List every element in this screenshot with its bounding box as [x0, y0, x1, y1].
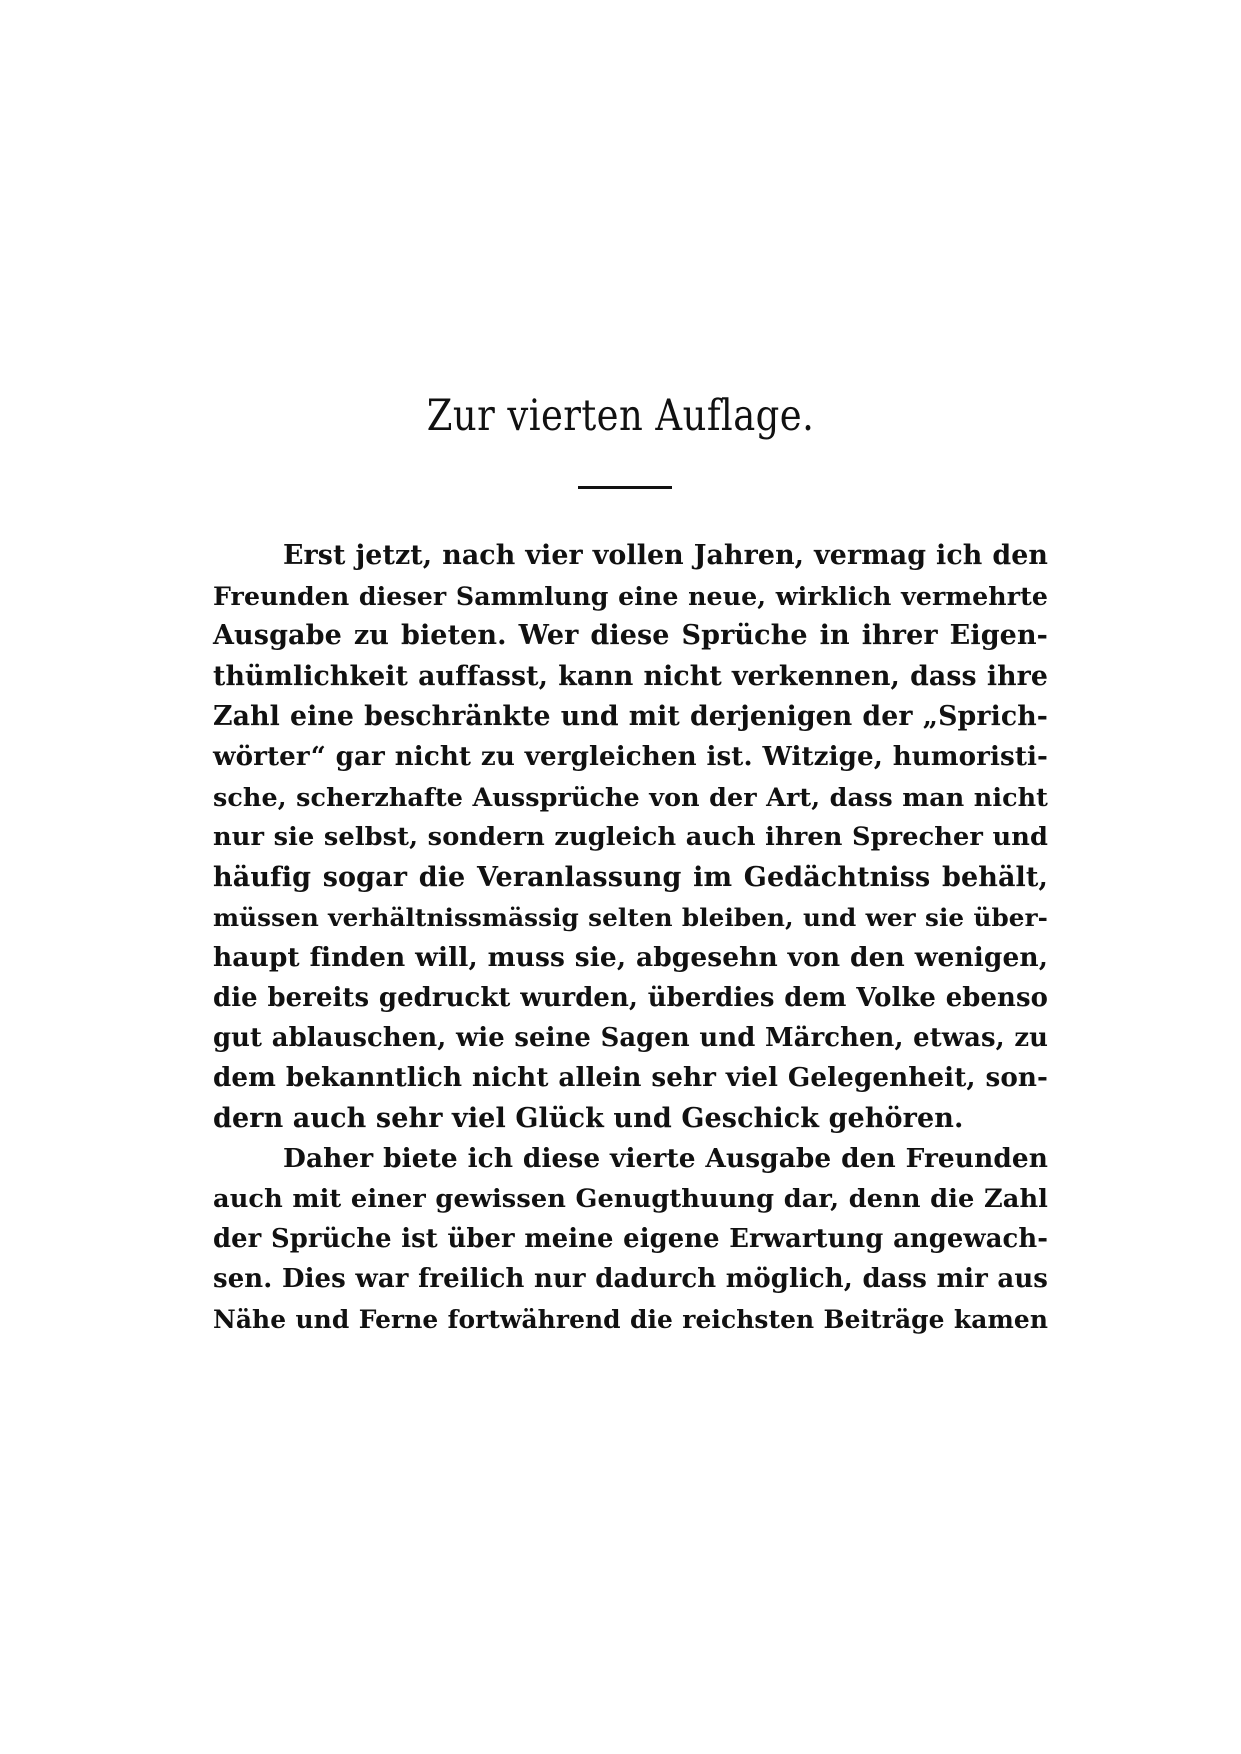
text-line: Daher biete ich diese vierte Ausgabe den Freunden [283, 1142, 1048, 1174]
title-divider [578, 486, 672, 489]
text-line: häufig sogar die Veranlassung im Gedächtniss behält, [213, 861, 1048, 893]
page-title: Zur vierten Auflage. [426, 391, 815, 441]
text-line: Erst jetzt, nach vier vollen Jahren, vermag ich den [283, 540, 1048, 571]
body-text [213, 536, 1048, 1340]
text-line: Freunden dieser Sammlung eine neue, wirklich vermehrte [213, 581, 1048, 612]
text-line: Nähe und Ferne fortwährend die reichsten Beiträge kamen [213, 1304, 1048, 1334]
paragraph-1 [213, 536, 1048, 1139]
text-line: die bereits gedruckt wurden, überdies dem Volke ebenso [213, 983, 1048, 1014]
text-line: thümlichkeit auffasst, kann nicht verkennen, dass ihre [213, 660, 1048, 692]
text-line: Ausgabe zu bieten. Wer diese Sprüche in ihrer Eigen- [213, 620, 1048, 652]
text-line: wörter“ gar nicht zu vergleichen ist. Witzige, humoristi- [213, 740, 1048, 772]
text-line: dern auch sehr viel Glück und Geschick gehören. [213, 1102, 964, 1134]
text-line: sche, scherzhafte Aussprüche von der Art, dass man nicht [213, 782, 1048, 813]
text-line: sen. Dies war freilich nur dadurch möglich, dass mir aus [213, 1264, 1048, 1295]
text-line: dem bekanntlich nicht allein sehr viel Gelegenheit, son- [213, 1062, 1048, 1094]
text-line: der Sprüche ist über meine eigene Erwartung angewach- [213, 1224, 1048, 1255]
text-line: auch mit einer gewissen Genugthuung dar, denn die Zahl [213, 1184, 1048, 1214]
text-line: Zahl eine beschränkte und mit derjenigen der „Sprich- [213, 700, 1048, 732]
text-line: nur sie selbst, sondern zugleich auch ihren Sprecher und [213, 822, 1048, 853]
text-line: haupt finden will, muss sie, abgesehn von den wenigen, [213, 941, 1048, 973]
text-line: müssen verhältnissmässig selten bleiben, und wer sie über- [213, 902, 1048, 932]
paragraph-2 [213, 1139, 1048, 1340]
text-line: gut ablauschen, wie seine Sagen und Märchen, etwas, zu [213, 1023, 1048, 1054]
